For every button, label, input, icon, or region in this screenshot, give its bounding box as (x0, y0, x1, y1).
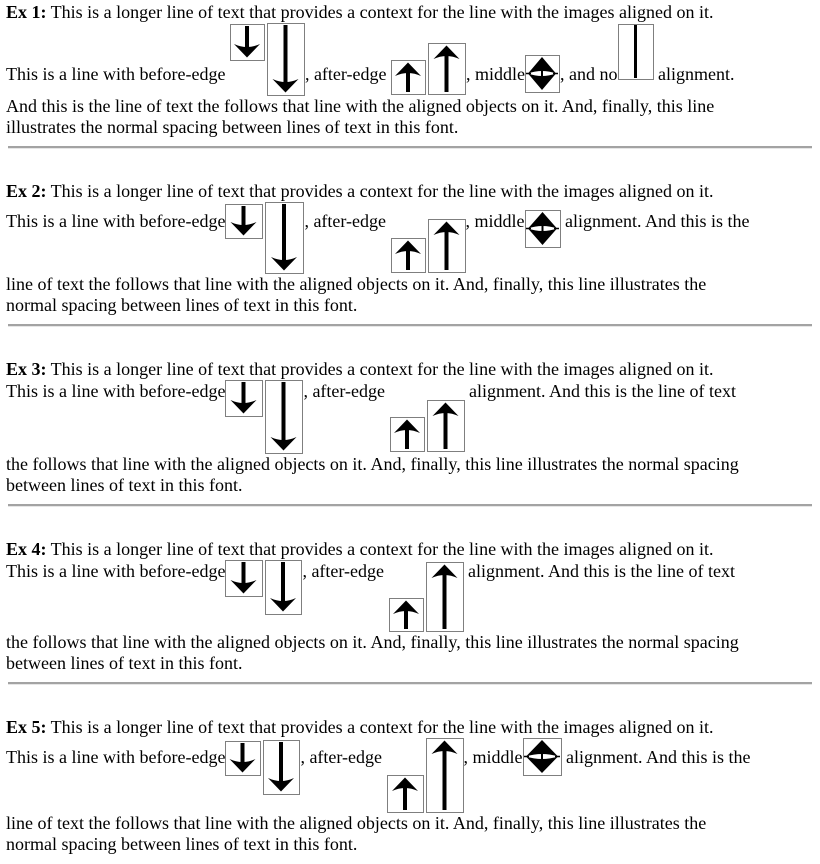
aligned-text-segment: alignment. And this is the (561, 747, 751, 767)
aligned-line (6, 23, 814, 96)
document (6, 2, 814, 855)
arrow-up-icon (429, 220, 465, 271)
aligned-text-segment: , after-edge (303, 381, 390, 401)
arrow-down-icon (226, 742, 260, 774)
context-line (6, 717, 814, 738)
arrow-up-icon (391, 418, 424, 450)
aligned-text-segment: , middle (465, 211, 525, 231)
arrow-up-icon (427, 739, 463, 811)
arrow-down-icon (226, 381, 262, 415)
aligned-text-segment: This is a line with before-edge (6, 381, 226, 401)
following-line: normal spacing between lines of text in this font. (6, 834, 358, 854)
after-edge-tall-image (427, 400, 465, 452)
v-expand-arrow-icon (526, 56, 559, 91)
aligned-text-segment: , after-edge (300, 747, 387, 767)
aligned-line (6, 202, 814, 274)
context-line (6, 2, 814, 23)
aligned-line (6, 738, 814, 813)
following-line: the follows that line with the aligned objects on it. And, finally, this line illustrates the normal spacing (6, 454, 739, 474)
example-4 (6, 539, 814, 674)
before-edge-small-image (225, 741, 261, 776)
arrow-up-icon (427, 563, 463, 630)
example-label: Ex 2: (6, 181, 47, 201)
arrow-down-icon (266, 561, 301, 613)
aligned-text-segment: alignment. And this is the line of text (463, 561, 735, 581)
aligned-text-segment: This is a line with before-edge (6, 64, 230, 84)
section-divider (8, 504, 812, 507)
aligned-text-segment: , and no (560, 64, 618, 84)
arrow-up-icon (388, 776, 423, 811)
section-divider (8, 146, 812, 149)
after-edge-tall-image (428, 219, 466, 273)
arrow-down-icon (231, 25, 264, 59)
aligned-text-segment: , middle (463, 747, 523, 767)
following-line: between lines of text in this font. (6, 475, 243, 495)
arrow-up-icon (390, 599, 423, 630)
arrow-down-icon (266, 203, 303, 272)
example-label: Ex 5: (6, 717, 47, 737)
section-divider (8, 324, 812, 327)
after-edge-tall-image (428, 43, 466, 95)
after-edge-small-image (389, 598, 424, 632)
middle-image (525, 55, 560, 93)
aligned-text-segment: This is a line with before-edge (6, 211, 226, 231)
after-edge-small-image (390, 417, 425, 452)
before-edge-tall-image (265, 560, 302, 615)
before-edge-small-image (225, 204, 263, 239)
context-text: This is a longer line of text that provides a context for the line with the images aligned on it. (46, 359, 714, 379)
middle-image (523, 738, 562, 776)
aligned-text-segment: This is a line with before-edge (6, 747, 226, 767)
context-text: This is a longer line of text that provides a context for the line with the images aligned on it. (46, 2, 714, 22)
aligned-text-segment: alignment. And this is the (560, 211, 750, 231)
context-text: This is a longer line of text that provides a context for the line with the images aligned on it. (46, 539, 714, 559)
example-1 (6, 2, 814, 138)
no-alignment-image (618, 24, 654, 80)
aligned-text-segment: , after-edge (304, 64, 392, 84)
v-expand-arrow-icon (524, 739, 561, 774)
example-5 (6, 717, 814, 855)
following-line: illustrates the normal spacing between lines of text in this font. (6, 117, 459, 137)
before-edge-tall-image (265, 202, 304, 274)
aligned-text-segment: alignment. And this is the line of text (464, 381, 736, 401)
aligned-line (6, 380, 814, 454)
arrow-up-icon (392, 239, 425, 271)
arrow-down-icon (268, 24, 304, 94)
example-2 (6, 181, 814, 316)
aligned-line (6, 560, 814, 632)
example-label: Ex 3: (6, 359, 47, 379)
aligned-text-segment: , after-edge (304, 211, 391, 231)
arrow-up-icon (428, 401, 464, 450)
following-line: line of text the follows that line with the aligned objects on it. And, finally, this line illustrates the (6, 274, 707, 294)
following-line: between lines of text in this font. (6, 653, 243, 673)
aligned-text-segment: This is a line with before-edge (6, 561, 226, 581)
arrow-down-icon (226, 205, 262, 237)
arrow-down-icon (264, 741, 299, 793)
before-edge-tall-image (263, 740, 300, 795)
arrow-down-icon (226, 561, 262, 595)
arrow-up-icon (429, 44, 465, 93)
following-line: normal spacing between lines of text in this font. (6, 295, 358, 315)
after-edge-small-image (387, 775, 424, 813)
following-line: And this is the line of text the follows that line with the aligned objects on it. And, finally, this line (6, 96, 715, 116)
aligned-text-segment: , middle (466, 64, 526, 84)
following-line: line of text the follows that line with the aligned objects on it. And, finally, this line illustrates the (6, 813, 707, 833)
example-label: Ex 4: (6, 539, 47, 559)
before-edge-small-image (225, 560, 263, 597)
context-text: This is a longer line of text that provides a context for the line with the images aligned on it. (46, 181, 714, 201)
after-edge-small-image (391, 238, 426, 273)
context-line (6, 359, 814, 380)
following-line: the follows that line with the aligned objects on it. And, finally, this line illustrates the normal spacing (6, 632, 739, 652)
section-divider (8, 682, 812, 685)
aligned-text-segment: , after-edge (302, 561, 389, 581)
example-label: Ex 1: (6, 2, 47, 22)
before-edge-tall-image (267, 23, 305, 96)
context-text: This is a longer line of text that provides a context for the line with the images aligned on it. (46, 717, 714, 737)
aligned-text-segment: alignment. (653, 64, 735, 84)
example-3 (6, 359, 814, 496)
before-edge-small-image (225, 380, 263, 417)
after-edge-small-image (391, 60, 426, 95)
before-edge-small-image (230, 24, 265, 61)
arrow-up-icon (392, 61, 425, 93)
context-line (6, 181, 814, 202)
after-edge-tall-image (426, 562, 464, 632)
middle-image (525, 210, 561, 248)
vertical-bar-icon (619, 25, 653, 78)
context-line (6, 539, 814, 560)
arrow-down-icon (266, 381, 302, 452)
v-expand-arrow-icon (526, 211, 560, 246)
after-edge-tall-image (426, 738, 464, 813)
before-edge-tall-image (265, 380, 303, 454)
